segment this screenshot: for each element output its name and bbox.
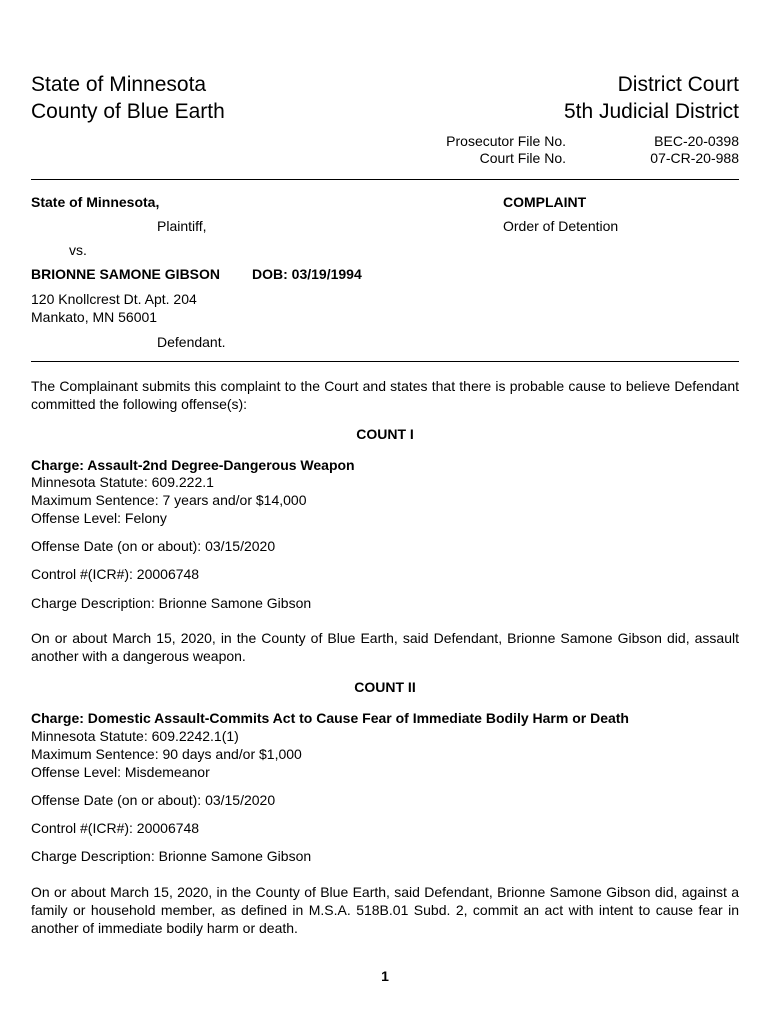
header-divider <box>31 179 739 180</box>
count-2-heading: COUNT II <box>354 679 416 695</box>
versus: vs. <box>69 242 87 258</box>
court-file-number: 07-CR-20-988 <box>650 150 739 166</box>
defendant-address-line2: Mankato, MN 56001 <box>31 309 158 325</box>
count-2-offense-date: Offense Date (on or about): 03/15/2020 <box>31 792 276 808</box>
count-1-heading: COUNT I <box>356 426 414 442</box>
prosecutor-file-number: BEC-20-0398 <box>654 133 739 149</box>
caption-divider <box>31 361 739 362</box>
count-1-control-number: Control #(ICR#): 20006748 <box>31 566 200 582</box>
count-2-statute: Minnesota Statute: 609.2242.1(1) <box>31 728 239 744</box>
count-1-max-sentence: Maximum Sentence: 7 years and/or $14,000 <box>31 492 307 508</box>
count-2-max-sentence: Maximum Sentence: 90 days and/or $1,000 <box>31 746 302 762</box>
intro-paragraph: The Complainant submits this complaint to the Court and states that there is probable cause to believe Defendant committed the following offense(s): <box>31 378 739 412</box>
court-file-label: Court File No. <box>479 150 566 166</box>
court-name: District Court <box>617 73 739 96</box>
count-2-control-number: Control #(ICR#): 20006748 <box>31 820 200 836</box>
defendant-role: Defendant. <box>157 334 226 350</box>
state-name: State of Minnesota <box>31 73 207 96</box>
count-1-charge-description: Charge Description: Brionne Samone Gibson <box>31 595 312 611</box>
count-1-offense-level: Offense Level: Felony <box>31 510 167 526</box>
count-1-narrative: On or about March 15, 2020, in the County of Blue Earth, said Defendant, Brionne Samone Gibson did, assault another with a dangerous weapon. <box>31 630 739 664</box>
county-name: County of Blue Earth <box>31 100 225 123</box>
count-2-charge-description: Charge Description: Brionne Samone Gibson <box>31 848 312 864</box>
prosecutor-file-label: Prosecutor File No. <box>446 133 566 149</box>
defendant-dob: DOB: 03/19/1994 <box>252 266 362 282</box>
plaintiff-role: Plaintiff, <box>157 218 207 234</box>
count-2-narrative: On or about March 15, 2020, in the County of Blue Earth, said Defendant, Brionne Samone Gibson did, against a family or household member, as defined in M.S.A. 518B.01 Subd. 2, commit an act with intent to cause fear in another of immediate bodily harm or death. <box>31 884 739 936</box>
count-1-statute: Minnesota Statute: 609.222.1 <box>31 474 214 490</box>
count-2-charge: Charge: Domestic Assault-Commits Act to Cause Fear of Immediate Bodily Harm or Death <box>31 710 629 726</box>
defendant-name: BRIONNE SAMONE GIBSON <box>31 266 221 282</box>
count-2-offense-level: Offense Level: Misdemeanor <box>31 764 210 780</box>
order-type: Order of Detention <box>503 218 619 234</box>
document-type: COMPLAINT <box>503 194 587 210</box>
page-number: 1 <box>381 968 389 984</box>
count-1-offense-date: Offense Date (on or about): 03/15/2020 <box>31 538 276 554</box>
count-1-charge: Charge: Assault-2nd Degree-Dangerous Weapon <box>31 457 355 473</box>
defendant-address-line1: 120 Knollcrest Dt. Apt. 204 <box>31 291 197 307</box>
judicial-district: 5th Judicial District <box>563 100 739 123</box>
plaintiff-name: State of Minnesota, <box>31 194 160 210</box>
